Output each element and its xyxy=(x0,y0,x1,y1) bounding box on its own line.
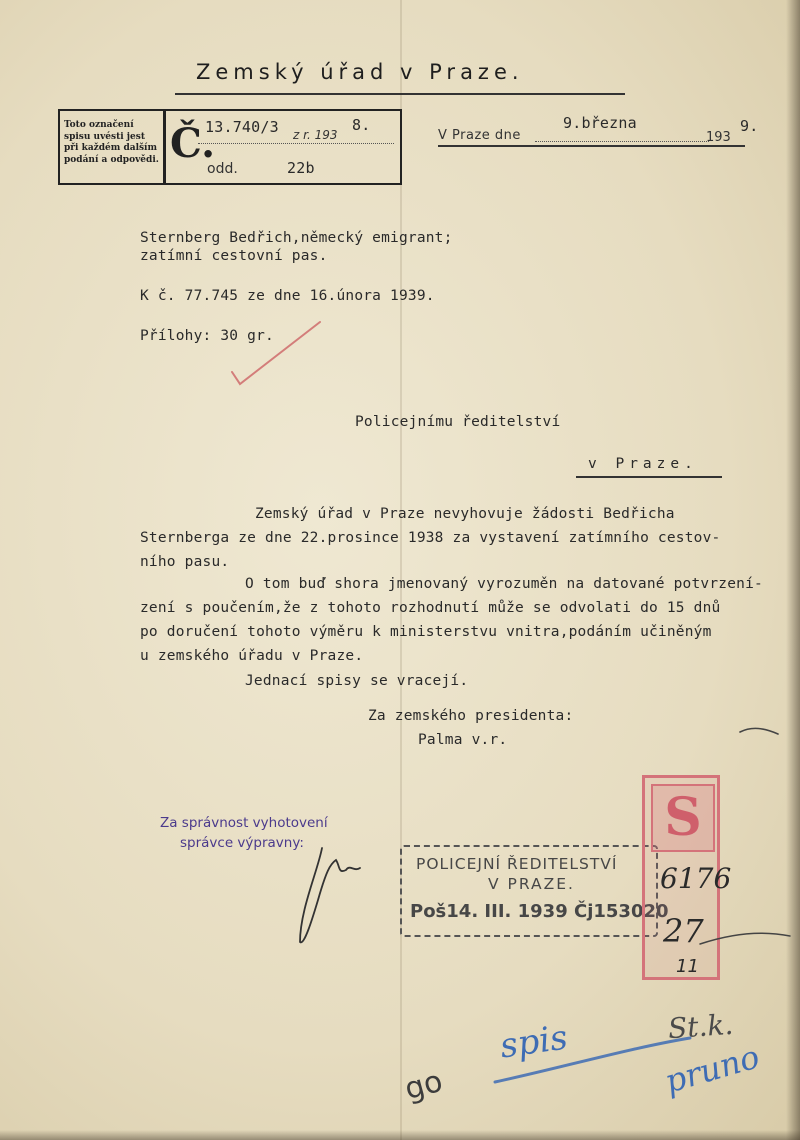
reference-c-mark: Č. xyxy=(170,120,216,167)
stamp-stroke xyxy=(700,933,790,944)
subject-line-1: Sternberg Bedřich,německý emigrant; xyxy=(140,230,453,246)
body-p1-line-3: ního pasu. xyxy=(140,554,230,570)
handwritten-st: St.k. xyxy=(666,1007,735,1046)
signature-line-1: Za zemského presidenta: xyxy=(368,708,574,724)
attachments-line: Přílohy: 30 gr. xyxy=(140,328,274,344)
handwritten-number-1: 6176 xyxy=(660,862,732,895)
blue-underline-stroke xyxy=(495,1038,690,1082)
body-p1-line-1: Zemský úřad v Praze nevyhovuje žádosti Bedřicha xyxy=(255,506,675,522)
body-p2-line-4: u zemského úřadu v Praze. xyxy=(140,648,364,664)
handwritten-spis: spis xyxy=(497,1017,571,1067)
police-stamp-line-2: V PRAZE. xyxy=(488,875,575,893)
date-value: 9.března xyxy=(563,114,637,132)
letterhead-title: Zemský úřad v Praze. xyxy=(196,60,524,84)
reference-year-label: z r. 193 xyxy=(293,128,338,142)
department-label: odd. xyxy=(207,161,238,177)
date-year-digit: 9. xyxy=(740,117,759,135)
verification-stamp-line-2: správce výpravny: xyxy=(180,835,304,851)
date-year-prefix: 193 xyxy=(706,130,731,145)
body-p1-line-2: Sternberga ze dne 22.prosince 1938 za vystavení zatímního cestov- xyxy=(140,530,721,546)
police-stamp-line-3: Poš14. III. 1939 Čj153020 xyxy=(410,901,669,922)
recipient-line-1: Policejnímu ředitelství xyxy=(355,414,561,430)
department-value: 22b xyxy=(287,159,315,177)
red-check-mark xyxy=(232,322,320,384)
reference-line: K č. 77.745 ze dne 16.února 1939. xyxy=(140,288,435,304)
body-p3: Jednací spisy se vracejí. xyxy=(245,673,469,689)
reference-number: 13.740/3 xyxy=(205,118,279,136)
handwritten-mark: 11 xyxy=(676,956,699,977)
place-date-label: V Praze dne xyxy=(438,128,521,143)
body-p2-line-1: O tom buď shora jmenovaný vyrozuměn na datované potvrzení- xyxy=(245,576,763,592)
signature-line-2: Palma v.r. xyxy=(418,732,508,748)
red-stamp-letter: S xyxy=(664,787,702,848)
police-stamp-line-1: POLICEJNÍ ŘEDITELSTVÍ xyxy=(416,855,618,873)
handwritten-pruno: pruno xyxy=(660,1037,764,1101)
subject-line-2: zatímní cestovní pas. xyxy=(140,248,328,264)
reference-year-digit: 8. xyxy=(352,116,371,134)
signature-scribble xyxy=(300,848,360,942)
edge-mark xyxy=(740,728,778,734)
body-p2-line-2: zení s poučením,že z tohoto rozhodnutí může se odvolati do 15 dnů xyxy=(140,600,721,616)
reference-notice: Toto označení spisu uvésti jest při každém dalším podání a odpovědi. xyxy=(64,120,159,165)
body-p2-line-3: po doručení tohoto výměru k ministerstvu vnitra,podáním učiněným xyxy=(140,624,712,640)
recipient-line-2: v Praze. xyxy=(588,456,698,472)
handwritten-pencil-mark: go xyxy=(401,1063,447,1108)
verification-stamp-line-1: Za správnost vyhotovení xyxy=(160,815,328,831)
handwritten-number-2: 27 xyxy=(663,912,704,950)
